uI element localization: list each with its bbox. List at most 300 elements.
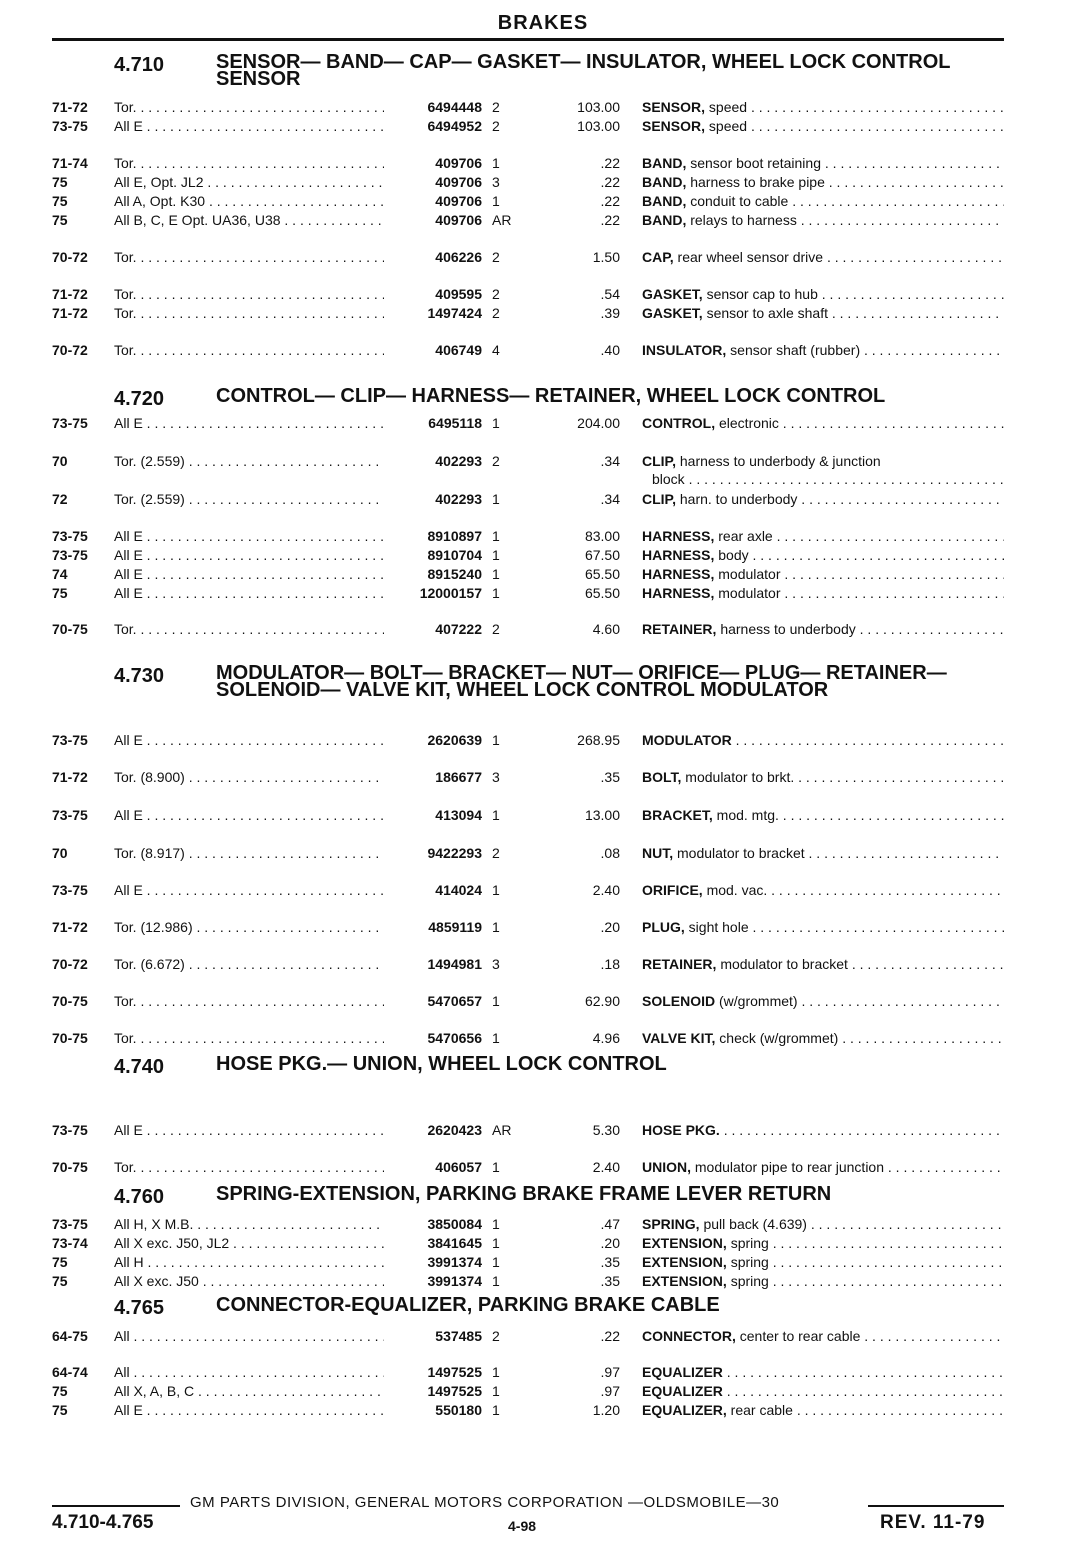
model-application: All H . . . (114, 1253, 384, 1272)
part-description (642, 98, 1004, 117)
part-row (52, 211, 1004, 230)
part-number: 409706 (435, 155, 482, 171)
part-description (642, 117, 1004, 136)
price: 1.20 (592, 1402, 620, 1418)
quantity: 2 (492, 249, 500, 265)
price: 103.00 (577, 99, 620, 115)
year-range: 73-75 (52, 547, 88, 563)
part-number: 409706 (435, 193, 482, 209)
part-name: SENSOR, (642, 118, 706, 134)
part-row (52, 414, 1004, 433)
part-detail: modulator to bracket . . . (677, 845, 1004, 861)
part-description (642, 1234, 1004, 1253)
quantity: 1 (492, 491, 500, 507)
section-number: 4.720 (114, 388, 165, 410)
price: .22 (600, 174, 620, 190)
quantity: AR (492, 1122, 512, 1138)
part-name: EXTENSION, (642, 1254, 727, 1270)
part-detail: mod. vac. . . . (707, 882, 1004, 898)
price: .22 (600, 193, 620, 209)
part-row (52, 490, 1004, 509)
part-description (642, 248, 1004, 267)
quantity: 2 (492, 845, 500, 861)
part-description (642, 1158, 1004, 1177)
part-description (642, 546, 1004, 565)
part-row (52, 881, 1004, 900)
price: 13.00 (584, 807, 620, 823)
quantity: 2 (492, 99, 500, 115)
model-application: Tor. . . . (114, 285, 384, 304)
price: .20 (600, 1235, 620, 1251)
part-name: ORIFICE, (642, 882, 703, 898)
part-name: HOSE PKG. (642, 1122, 720, 1138)
section-number: 4.710 (114, 54, 165, 76)
model-application: All E . . . (114, 881, 384, 900)
year-range: 75 (52, 585, 68, 601)
part-name: RETAINER, (642, 956, 717, 972)
part-name: SOLENOID (642, 993, 716, 1009)
price: 204.00 (577, 415, 620, 431)
price: .97 (600, 1383, 620, 1399)
year-range: 73-74 (52, 1235, 88, 1251)
quantity: 2 (492, 621, 500, 637)
part-detail: sensor cap to hub . . . (707, 286, 1004, 302)
part-row (52, 1363, 1004, 1382)
part-description (642, 1272, 1004, 1291)
model-application: All B, C, E Opt. UA36, U38 . . . (114, 211, 384, 230)
part-description (642, 414, 1004, 433)
year-range: 70-75 (52, 1159, 88, 1175)
price: 65.50 (584, 566, 620, 582)
quantity: 1 (492, 919, 500, 935)
part-row (52, 1401, 1004, 1420)
part-name: EQUALIZER (642, 1364, 723, 1380)
part-name: GASKET, (642, 305, 703, 321)
footer-page-number: 4-98 (508, 1518, 537, 1534)
part-detail: body . . . (718, 547, 1004, 563)
model-application: Tor. (8.900) . . . (114, 768, 384, 787)
year-range: 75 (52, 193, 68, 209)
model-application: All X, A, B, C . . . (114, 1382, 384, 1401)
part-row (52, 285, 1004, 304)
model-application: All H, X M.B. . . . (114, 1215, 384, 1234)
part-description (642, 1327, 1004, 1346)
model-application: All E, Opt. JL2 . . . (114, 173, 384, 192)
part-number: 4859119 (428, 919, 482, 935)
part-description (642, 1382, 1004, 1401)
quantity: 1 (492, 566, 500, 582)
part-row (52, 341, 1004, 360)
part-description (642, 844, 1004, 863)
quantity: 2 (492, 118, 500, 134)
part-number: 2620423 (427, 1122, 482, 1138)
part-name: EXTENSION, (642, 1235, 727, 1251)
part-description (642, 1401, 1004, 1420)
part-name: VALVE KIT, (642, 1030, 716, 1046)
part-number: 2620639 (427, 732, 482, 748)
model-application: All A, Opt. K30 . . . (114, 192, 384, 211)
part-name: HARNESS, (642, 528, 715, 544)
part-detail (727, 1364, 1004, 1380)
section-number: 4.730 (114, 665, 165, 687)
part-number: 1497525 (427, 1364, 482, 1380)
part-description (642, 173, 1004, 192)
part-detail: harness to underbody . . . (720, 621, 1004, 637)
part-row (52, 248, 1004, 267)
part-description (642, 918, 1004, 937)
year-range: 71-72 (52, 769, 88, 785)
footer-publisher: GM PARTS DIVISION, GENERAL MOTORS CORPORATION —OLDSMOBILE—30 (190, 1494, 780, 1511)
part-detail: rear axle . . . (718, 528, 1004, 544)
price: 1.50 (592, 249, 620, 265)
price: 65.50 (584, 585, 620, 601)
part-detail: rear cable . . . (731, 1402, 1004, 1418)
part-detail (724, 1122, 1004, 1138)
footer-revision: REV. 11-79 (880, 1512, 986, 1533)
part-detail: electronic . . . (719, 415, 1004, 431)
part-number: 186677 (435, 769, 482, 785)
part-name: CONNECTOR, (642, 1328, 736, 1344)
section-number: 4.740 (114, 1056, 165, 1078)
part-number: 3991374 (427, 1254, 482, 1270)
part-detail: check (w/grommet) . . . (719, 1030, 1004, 1046)
price: 2.40 (592, 1159, 620, 1175)
year-range: 74 (52, 566, 68, 582)
model-application: Tor. . . . (114, 1158, 384, 1177)
model-application: Tor. . . . (114, 154, 384, 173)
part-description (642, 154, 1004, 173)
part-name: PLUG, (642, 919, 685, 935)
quantity: 1 (492, 1254, 500, 1270)
part-description (642, 1363, 1004, 1382)
model-application: All E . . . (114, 806, 384, 825)
part-detail: (w/grommet) . . . (719, 993, 1004, 1009)
year-range: 70-75 (52, 993, 88, 1009)
part-row (52, 1234, 1004, 1253)
quantity: 1 (492, 1159, 500, 1175)
part-number: 6495118 (428, 415, 482, 431)
part-description (642, 490, 1004, 509)
part-name: SENSOR, (642, 99, 706, 115)
year-range: 75 (52, 212, 68, 228)
part-description (642, 1029, 1004, 1048)
part-number: 409595 (435, 286, 482, 302)
part-number: 413094 (435, 807, 482, 823)
part-name: NUT, (642, 845, 674, 861)
part-name: EQUALIZER (642, 1383, 723, 1399)
quantity: 1 (492, 1383, 500, 1399)
part-row (52, 731, 1004, 750)
part-detail: sensor to axle shaft . . . (707, 305, 1004, 321)
part-number: 8910897 (427, 528, 482, 544)
model-application: All E . . . (114, 414, 384, 433)
model-application: Tor. (12.986) . . . (114, 918, 384, 937)
year-range: 72 (52, 491, 68, 507)
quantity: 1 (492, 528, 500, 544)
section-title: MODULATOR— BOLT— BRACKET— NUT— ORIFICE— PLUG— RETAINER— SOLENOID— VALVE KIT, WHEEL LOCK CONTROL MODULATOR (216, 662, 947, 701)
price: .18 (600, 956, 620, 972)
year-range: 75 (52, 174, 68, 190)
part-number: 3991374 (427, 1273, 482, 1289)
quantity: 1 (492, 1273, 500, 1289)
quantity: 1 (492, 807, 500, 823)
part-row (52, 1215, 1004, 1234)
year-range: 70-72 (52, 956, 88, 972)
part-name: BOLT, (642, 769, 682, 785)
price: .35 (600, 1254, 620, 1270)
year-range: 73-75 (52, 415, 88, 431)
model-application: All E . . . (114, 584, 384, 603)
part-detail: spring . . . (731, 1254, 1004, 1270)
price: .22 (600, 212, 620, 228)
model-application: All X exc. J50, JL2 . . . (114, 1234, 384, 1253)
year-range: 73-75 (52, 807, 88, 823)
model-application: Tor. . . . (114, 98, 384, 117)
part-number: 409706 (435, 212, 482, 228)
quantity: 1 (492, 993, 500, 1009)
section-title: SENSOR— BAND— CAP— GASKET— INSULATOR, WHEEL LOCK CONTROL SENSOR (216, 51, 951, 90)
price: 62.90 (584, 993, 620, 1009)
quantity: 1 (492, 585, 500, 601)
model-application: Tor. . . . (114, 341, 384, 360)
model-application: All E . . . (114, 731, 384, 750)
year-range: 75 (52, 1402, 68, 1418)
part-number: 406057 (435, 1159, 482, 1175)
part-detail (727, 1383, 1004, 1399)
part-name: MODULATOR (642, 732, 732, 748)
quantity: 1 (492, 1364, 500, 1380)
footer-rule-left (52, 1505, 180, 1507)
year-range: 70-72 (52, 342, 88, 358)
part-row (52, 452, 1004, 471)
year-range: 73-75 (52, 1216, 88, 1232)
part-detail: mod. mtg. . . . (717, 807, 1004, 823)
part-description (642, 806, 1004, 825)
part-description (642, 304, 1004, 323)
part-description (642, 768, 1004, 787)
part-name: RETAINER, (642, 621, 717, 637)
part-detail: speed . . . (709, 99, 1004, 115)
part-row (52, 1121, 1004, 1140)
part-detail-continued-text: block . . . (652, 471, 1004, 487)
part-detail: spring . . . (731, 1273, 1004, 1289)
quantity: 3 (492, 956, 500, 972)
price: 2.40 (592, 882, 620, 898)
part-number: 1497525 (427, 1383, 482, 1399)
part-row (52, 98, 1004, 117)
quantity: 1 (492, 1030, 500, 1046)
year-range: 75 (52, 1273, 68, 1289)
year-range: 71-72 (52, 99, 88, 115)
part-row (52, 304, 1004, 323)
model-application: All . . . (114, 1327, 384, 1346)
part-name: EQUALIZER, (642, 1402, 727, 1418)
model-application: Tor. (6.672) . . . (114, 955, 384, 974)
part-description (642, 620, 1004, 639)
part-number: 12000157 (419, 585, 482, 601)
part-name: CONTROL, (642, 415, 716, 431)
part-name: BAND, (642, 193, 687, 209)
part-number: 402293 (435, 491, 482, 507)
part-number: 406226 (435, 249, 482, 265)
quantity: 1 (492, 1235, 500, 1251)
part-detail: sensor boot retaining . . . (690, 155, 1004, 171)
part-description (642, 565, 1004, 584)
part-detail (736, 732, 1004, 748)
price: .20 (600, 919, 620, 935)
part-detail: modulator . . . (718, 585, 1004, 601)
price: .22 (600, 155, 620, 171)
part-number: 407222 (435, 621, 482, 637)
part-name: BAND, (642, 155, 687, 171)
part-row (52, 565, 1004, 584)
part-row (52, 768, 1004, 787)
price: .35 (600, 1273, 620, 1289)
year-range: 70 (52, 453, 68, 469)
part-row (52, 173, 1004, 192)
part-name: CLIP, (642, 491, 676, 507)
year-range: 75 (52, 1254, 68, 1270)
part-number: 406749 (435, 342, 482, 358)
part-description (642, 881, 1004, 900)
part-number: 3850084 (427, 1216, 482, 1232)
year-range: 75 (52, 1383, 68, 1399)
part-name: CAP, (642, 249, 674, 265)
year-range: 71-72 (52, 286, 88, 302)
price: 83.00 (584, 528, 620, 544)
part-description (642, 731, 1004, 750)
part-row (52, 1272, 1004, 1291)
part-number: 8910704 (427, 547, 482, 563)
price: 268.95 (577, 732, 620, 748)
part-row (52, 154, 1004, 173)
quantity: 1 (492, 882, 500, 898)
part-number: 5470656 (427, 1030, 482, 1046)
header-rule (52, 38, 1004, 41)
footer-rule-right (868, 1505, 1004, 1507)
model-application: All E . . . (114, 1121, 384, 1140)
part-description (642, 584, 1004, 603)
footer-section-range: 4.710-4.765 (52, 1512, 154, 1533)
part-detail: relays to harness . . . (690, 212, 1004, 228)
year-range: 71-72 (52, 305, 88, 321)
price: .22 (600, 1328, 620, 1344)
model-application: Tor. (8.917) . . . (114, 844, 384, 863)
part-row (52, 992, 1004, 1011)
section-number: 4.765 (114, 1297, 165, 1319)
part-row (52, 527, 1004, 546)
part-name: BAND, (642, 212, 687, 228)
part-description (642, 1121, 1004, 1140)
part-row (52, 117, 1004, 136)
part-row (52, 806, 1004, 825)
price: .54 (600, 286, 620, 302)
quantity: 1 (492, 193, 500, 209)
quantity: 2 (492, 1328, 500, 1344)
part-name: HARNESS, (642, 547, 715, 563)
section-number: 4.760 (114, 1186, 165, 1208)
year-range: 70-75 (52, 621, 88, 637)
part-row (52, 192, 1004, 211)
model-application: All E . . . (114, 546, 384, 565)
part-name: SPRING, (642, 1216, 700, 1232)
part-name: BRACKET, (642, 807, 713, 823)
year-range: 71-72 (52, 919, 88, 935)
model-application: All E . . . (114, 1401, 384, 1420)
year-range: 73-75 (52, 528, 88, 544)
part-detail: modulator . . . (718, 566, 1004, 582)
model-application: Tor. . . . (114, 248, 384, 267)
part-row (52, 918, 1004, 937)
price: .34 (600, 453, 620, 469)
part-detail: center to rear cable . . . (740, 1328, 1004, 1344)
part-name: EXTENSION, (642, 1273, 727, 1289)
part-number: 409706 (435, 174, 482, 190)
year-range: 73-75 (52, 118, 88, 134)
model-application: All E . . . (114, 117, 384, 136)
price: .97 (600, 1364, 620, 1380)
quantity: 2 (492, 286, 500, 302)
model-application: Tor. . . . (114, 304, 384, 323)
part-description (642, 992, 1004, 1011)
part-detail: harness to underbody & junction (679, 453, 881, 469)
part-detail: conduit to cable . . . (690, 193, 1004, 209)
part-description (642, 452, 1004, 471)
part-detail-continued (652, 470, 1004, 489)
part-row (52, 546, 1004, 565)
part-number: 414024 (435, 882, 482, 898)
year-range: 73-75 (52, 1122, 88, 1138)
part-detail: speed . . . (709, 118, 1004, 134)
model-application: All . . . (114, 1363, 384, 1382)
price: .34 (600, 491, 620, 507)
quantity: 1 (492, 547, 500, 563)
part-row (52, 620, 1004, 639)
page-header: BRAKES (497, 12, 589, 34)
part-description (642, 1253, 1004, 1272)
part-name: CLIP, (642, 453, 676, 469)
quantity: 3 (492, 174, 500, 190)
quantity: 2 (492, 305, 500, 321)
price: 4.60 (592, 621, 620, 637)
quantity: 1 (492, 1402, 500, 1418)
quantity: 4 (492, 342, 500, 358)
part-name: UNION, (642, 1159, 691, 1175)
part-number: 8915240 (427, 566, 482, 582)
section-title: HOSE PKG.— UNION, WHEEL LOCK CONTROL (216, 1053, 667, 1075)
part-name: HARNESS, (642, 585, 715, 601)
model-application: Tor. (2.559) . . . (114, 490, 384, 509)
part-number: 537485 (435, 1328, 482, 1344)
part-name: BAND, (642, 174, 687, 190)
price: .40 (600, 342, 620, 358)
price: .47 (600, 1216, 620, 1232)
part-name: GASKET, (642, 286, 703, 302)
price: .08 (600, 845, 620, 861)
part-detail: rear wheel sensor drive . . . (678, 249, 1004, 265)
section-title: CONTROL— CLIP— HARNESS— RETAINER, WHEEL LOCK CONTROL (216, 385, 886, 407)
part-detail: harness to brake pipe . . . (690, 174, 1004, 190)
part-number: 1497424 (427, 305, 482, 321)
part-row (52, 584, 1004, 603)
part-number: 6494448 (427, 99, 482, 115)
model-application: Tor. . . . (114, 992, 384, 1011)
part-number: 3841645 (427, 1235, 482, 1251)
part-detail: harn. to underbody . . . (680, 491, 1004, 507)
part-row (52, 844, 1004, 863)
part-row (52, 1327, 1004, 1346)
part-number: 402293 (435, 453, 482, 469)
